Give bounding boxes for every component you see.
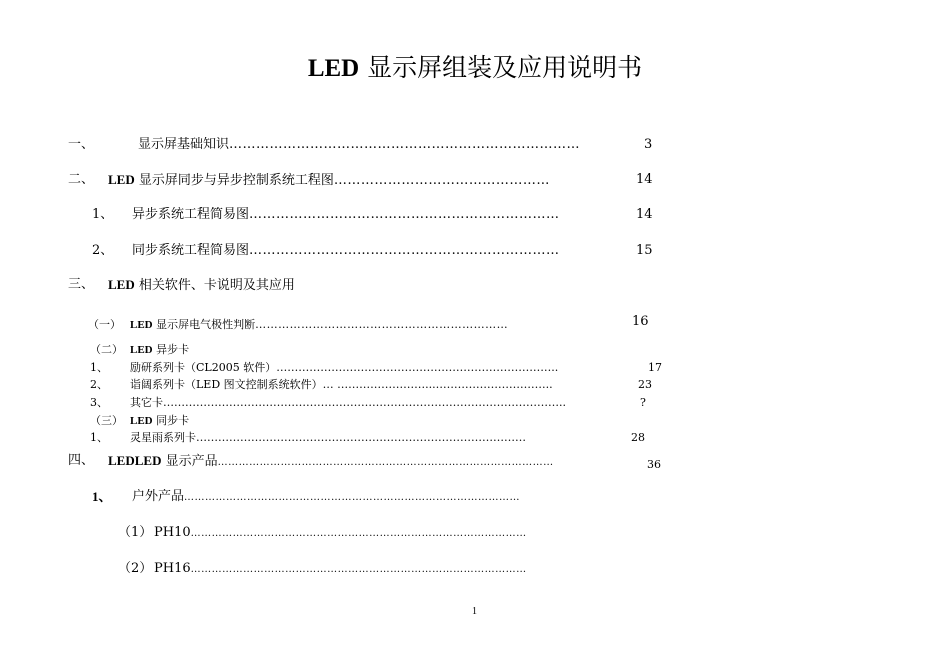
toc-text-line [130,378,638,391]
toc-page: 17 [648,361,662,374]
toc-text: 显示屏电气极性判断 [152,318,256,331]
toc-text-line [154,561,612,578]
toc-marker: 1、 [90,361,108,374]
toc-marker: （三） [90,414,123,427]
toc-text-line [108,277,295,294]
toc-text-line [130,318,630,332]
toc-marker: 2、 [92,243,114,258]
toc-text: 相关软件、卡说明及其应用 [134,278,295,293]
toc-leader: …………………………………………………………………… [229,137,581,152]
toc-leader: … ……………………...………………………….. [322,378,553,391]
toc-text: 户外产品 [132,489,185,504]
toc-text-line [154,525,612,542]
toc-marker: 3、 [90,396,108,409]
toc-page: 14 [636,207,653,222]
toc-text-line [132,489,616,506]
toc-leader: ………………………………………………………………….. [276,361,559,374]
toc-leader: …………………………………………………………………………………… [190,564,527,575]
toc-marker: 1、 [92,489,112,504]
toc-text: 显示产品 [161,454,218,469]
title-en: LED [307,55,360,82]
toc-leader: …………………………………………………………………………………… [217,457,554,468]
toc-en: LED [130,344,153,356]
toc-text-line [130,361,648,374]
toc-marker: （1） [118,525,153,540]
toc-text: 显示屏同步与异步控制系统工程图 [134,173,334,188]
toc-text: 灵星雨系列卡 [130,431,196,444]
toc-text: 励研系列卡（CL2005 软件） [130,361,277,374]
toc-leader: …………………………………………………………… [249,243,560,258]
toc-page: 14 [636,172,653,187]
toc-text: 诣阔系列卡（LED 图文控制系统软件） [130,378,323,391]
toc-marker: （2） [118,561,153,576]
toc-marker: （一） [88,318,121,331]
toc-marker: 2、 [90,378,108,391]
toc-leader: …………………………………………………………… [249,207,560,222]
toc-en: LED [130,319,153,331]
toc-marker: 四、 [68,453,95,468]
toc-text: 显示屏基础知识 [138,137,230,152]
toc-en: LED [130,415,153,427]
toc-page: 15 [636,243,653,258]
toc-text-line [130,414,189,428]
toc-page: ? [640,396,646,409]
toc-leader: …………………………………………………………………………………… [190,528,527,539]
toc-en: LED [108,172,135,187]
toc-text-line [130,396,640,409]
toc-marker: 二、 [68,172,95,187]
toc-page: 28 [631,431,645,444]
toc-text-line [132,243,636,259]
page-number: 1 [472,606,477,617]
toc-text: 同步系统工程简易图 [132,243,250,258]
toc-text-line [108,172,636,189]
toc-marker: 一、 [68,137,95,152]
document-title [0,48,950,84]
toc-text: 异步系统工程简易图 [132,207,250,222]
toc-marker: 三、 [68,277,95,292]
toc-text: 同步卡 [152,414,190,427]
toc-marker: 1、 [92,207,114,222]
toc-page: 36 [647,458,661,471]
toc-leader: ……………………………………………………………………………… [196,431,526,444]
toc-text-line [130,343,189,357]
toc-text: PH16 [154,561,191,576]
toc-text: PH10 [154,525,191,540]
toc-text-line [138,137,646,153]
toc-leader: …………………………………………………………………………………… [184,492,521,503]
toc-en: LED [108,277,135,292]
toc-text-line [130,431,630,444]
toc-text: 异步卡 [152,343,190,356]
toc-leader: ………………………………………… [333,173,550,188]
toc-page: 23 [638,378,652,391]
toc-page: 3 [644,137,653,152]
toc-text-line [108,453,646,470]
toc-page: 16 [632,314,649,329]
toc-en: LEDLED [108,453,162,468]
toc-text: 其它卡 [130,396,163,409]
toc-leader: ……………………………………………………………………………………………….. [163,396,566,409]
toc-marker: 1、 [90,431,108,444]
title-zh: 显示屏组装及应用说明书 [359,53,643,82]
toc-leader: ………………………………………………………… [255,318,509,331]
toc-text-line [132,207,636,223]
toc-marker: （二） [90,343,123,356]
